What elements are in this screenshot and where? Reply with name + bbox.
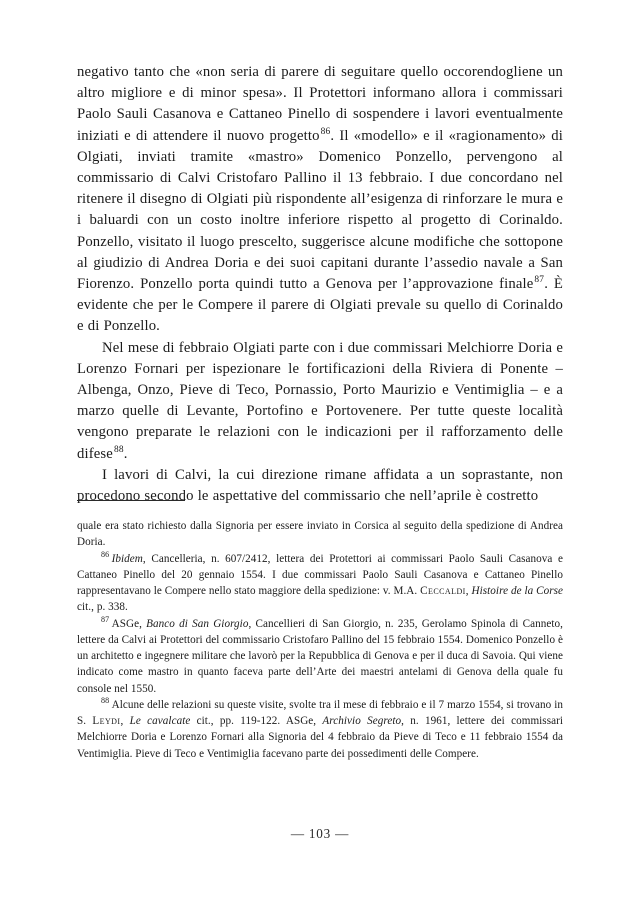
footnote-number[interactable]: 87 — [101, 614, 110, 624]
text-run: , — [120, 715, 130, 727]
footnote-section — [77, 500, 563, 762]
italic-title: Archivio Segreto — [322, 715, 402, 727]
text-run: . — [123, 445, 128, 462]
text-run: , Cancelleria, n. 607/2412, lettera dei Protettori ai commissari Paolo Sauli Casanova e Cattaneo Pinello del 20 gennaio 1554. I due commissari Paolo Sauli Casanova e Cattaneo Pinello rappresentavano le Compere nello stato maggiore della spedizione: v. M.A. — [77, 552, 563, 597]
footnote-separator-rule — [77, 500, 185, 501]
body-paragraph — [77, 62, 563, 338]
text-run: , — [465, 585, 472, 597]
text-run: negativo tanto che «non seria di parere di seguitare quello occorendogliene un altro migliore e di minor spesa». Il Protettori informano allora i commissari Paolo Sauli Casanova e Cattaneo Pinello di sospendere i lavori eventualmente iniziati e di attendere il nuovo progetto — [77, 64, 563, 144]
text-run: . Il «modello» e il «ragionamento» di Olgiati, inviati tramite «mastro» Domenico Ponzello, pervengono al commissario di Calvi Cristofaro Pallino il 13 febbraio. I due concordano nel ritenere il disegno di Olgiati più rispondente all’esigenza di rinforzare le mura e i baluardi con un costo inoltre inferiore rispetto al progetto di Corinaldo. Ponzello, visitato il luogo prescelto, suggerisce alcune modifiche che sottopone al giudizio di Andrea Doria e dei suoi capitani durante l’assedio navale a San Fiorenzo. Ponzello porta quindi tutto a Genova per l’approvazione finale — [77, 127, 563, 293]
italic-title: Banco di San Giorgio — [146, 617, 249, 630]
small-caps-author: Ceccaldi — [420, 585, 466, 597]
text-run: cit., p. 338. — [77, 601, 128, 614]
small-caps-author: Leydi — [92, 715, 121, 727]
footnote-number[interactable]: 86 — [101, 549, 110, 559]
footnote-entry — [77, 616, 563, 697]
page-number: — 103 — — [290, 826, 350, 841]
text-run: quale era stato richiesto dalla Signoria per essere inviato in Corsica al seguito della spedizione di Andrea Doria. — [77, 520, 563, 549]
text-run: . È evidente che per le Compere il parere di Olgiati prevale su quello di Corinaldo e di Ponzello. — [77, 276, 563, 335]
body-text-column — [77, 62, 563, 507]
footnote-list — [77, 518, 563, 762]
footnote-entry — [77, 697, 563, 762]
footnote-reference-marker[interactable]: 86 — [320, 126, 331, 137]
text-run: , Cancellieri di San Giorgio, n. 235, Gerolamo Spinola di Canneto, lettere da Calvi ai Protettori del commissario Cristofaro Pallino del 15 febbraio 1554. Domenico Ponzello è un architetto e ingegnere militare che lavorò per la Repubblica di Genova e per il duca di Savoia. Qui viene indicato come mastro in quanto faceva parte dell’Arte dei maestri antelami di Genova della quale fu console nel 1550. — [77, 617, 563, 695]
text-run: ASGe, — [111, 617, 147, 630]
italic-title: Histoire de la Corse — [471, 585, 563, 597]
italic-title: Le cavalcate — [129, 715, 191, 727]
italic-title: Ibidem — [111, 552, 143, 565]
footnote-reference-marker[interactable]: 88 — [113, 444, 124, 455]
text-run: , n. 1961, lettere dei commissari Melchiorre Doria e Lorenzo Fornari alla Signoria del 4 febbraio da Pieve di Teco e 11 febbraio 1554 da Ventimiglia. Pieve di Teco e Ventimiglia facevano parte dei possedimenti delle Compere. — [77, 715, 564, 760]
body-paragraph — [77, 338, 563, 465]
footnote-entry — [77, 551, 563, 616]
text-run: cit., pp. 119-122. ASGe, — [190, 715, 323, 727]
footnote-entry — [77, 518, 563, 551]
text-run: I lavori di Calvi, la cui direzione rimane affidata a un soprastante, non procedono secondo le aspettative del commissario che nell’aprile è costretto — [77, 466, 563, 505]
body-paragraph-list — [77, 62, 563, 507]
text-run: Nel mese di febbraio Olgiati parte con i due commissari Melchiorre Doria e Lorenzo Fornari per ispezionare le fortificazioni della Riviera di Ponente – Albenga, Onzo, Pieve di Teco, Pornassio, Porto Maurizio e Ventimiglia – e a marzo quelle di Levante, Portofino e Portovenere. Per tutte queste località vengono preparate le relazioni con le indicazioni per il rafforzamento delle difese — [77, 339, 563, 462]
footnote-number[interactable]: 88 — [101, 696, 110, 706]
footnote-reference-marker[interactable]: 87 — [534, 275, 545, 286]
text-run: Alcune delle relazioni su queste visite, svolte tra il mese di febbraio e il 7 marzo 1554, si trovano in S. — [77, 698, 563, 727]
